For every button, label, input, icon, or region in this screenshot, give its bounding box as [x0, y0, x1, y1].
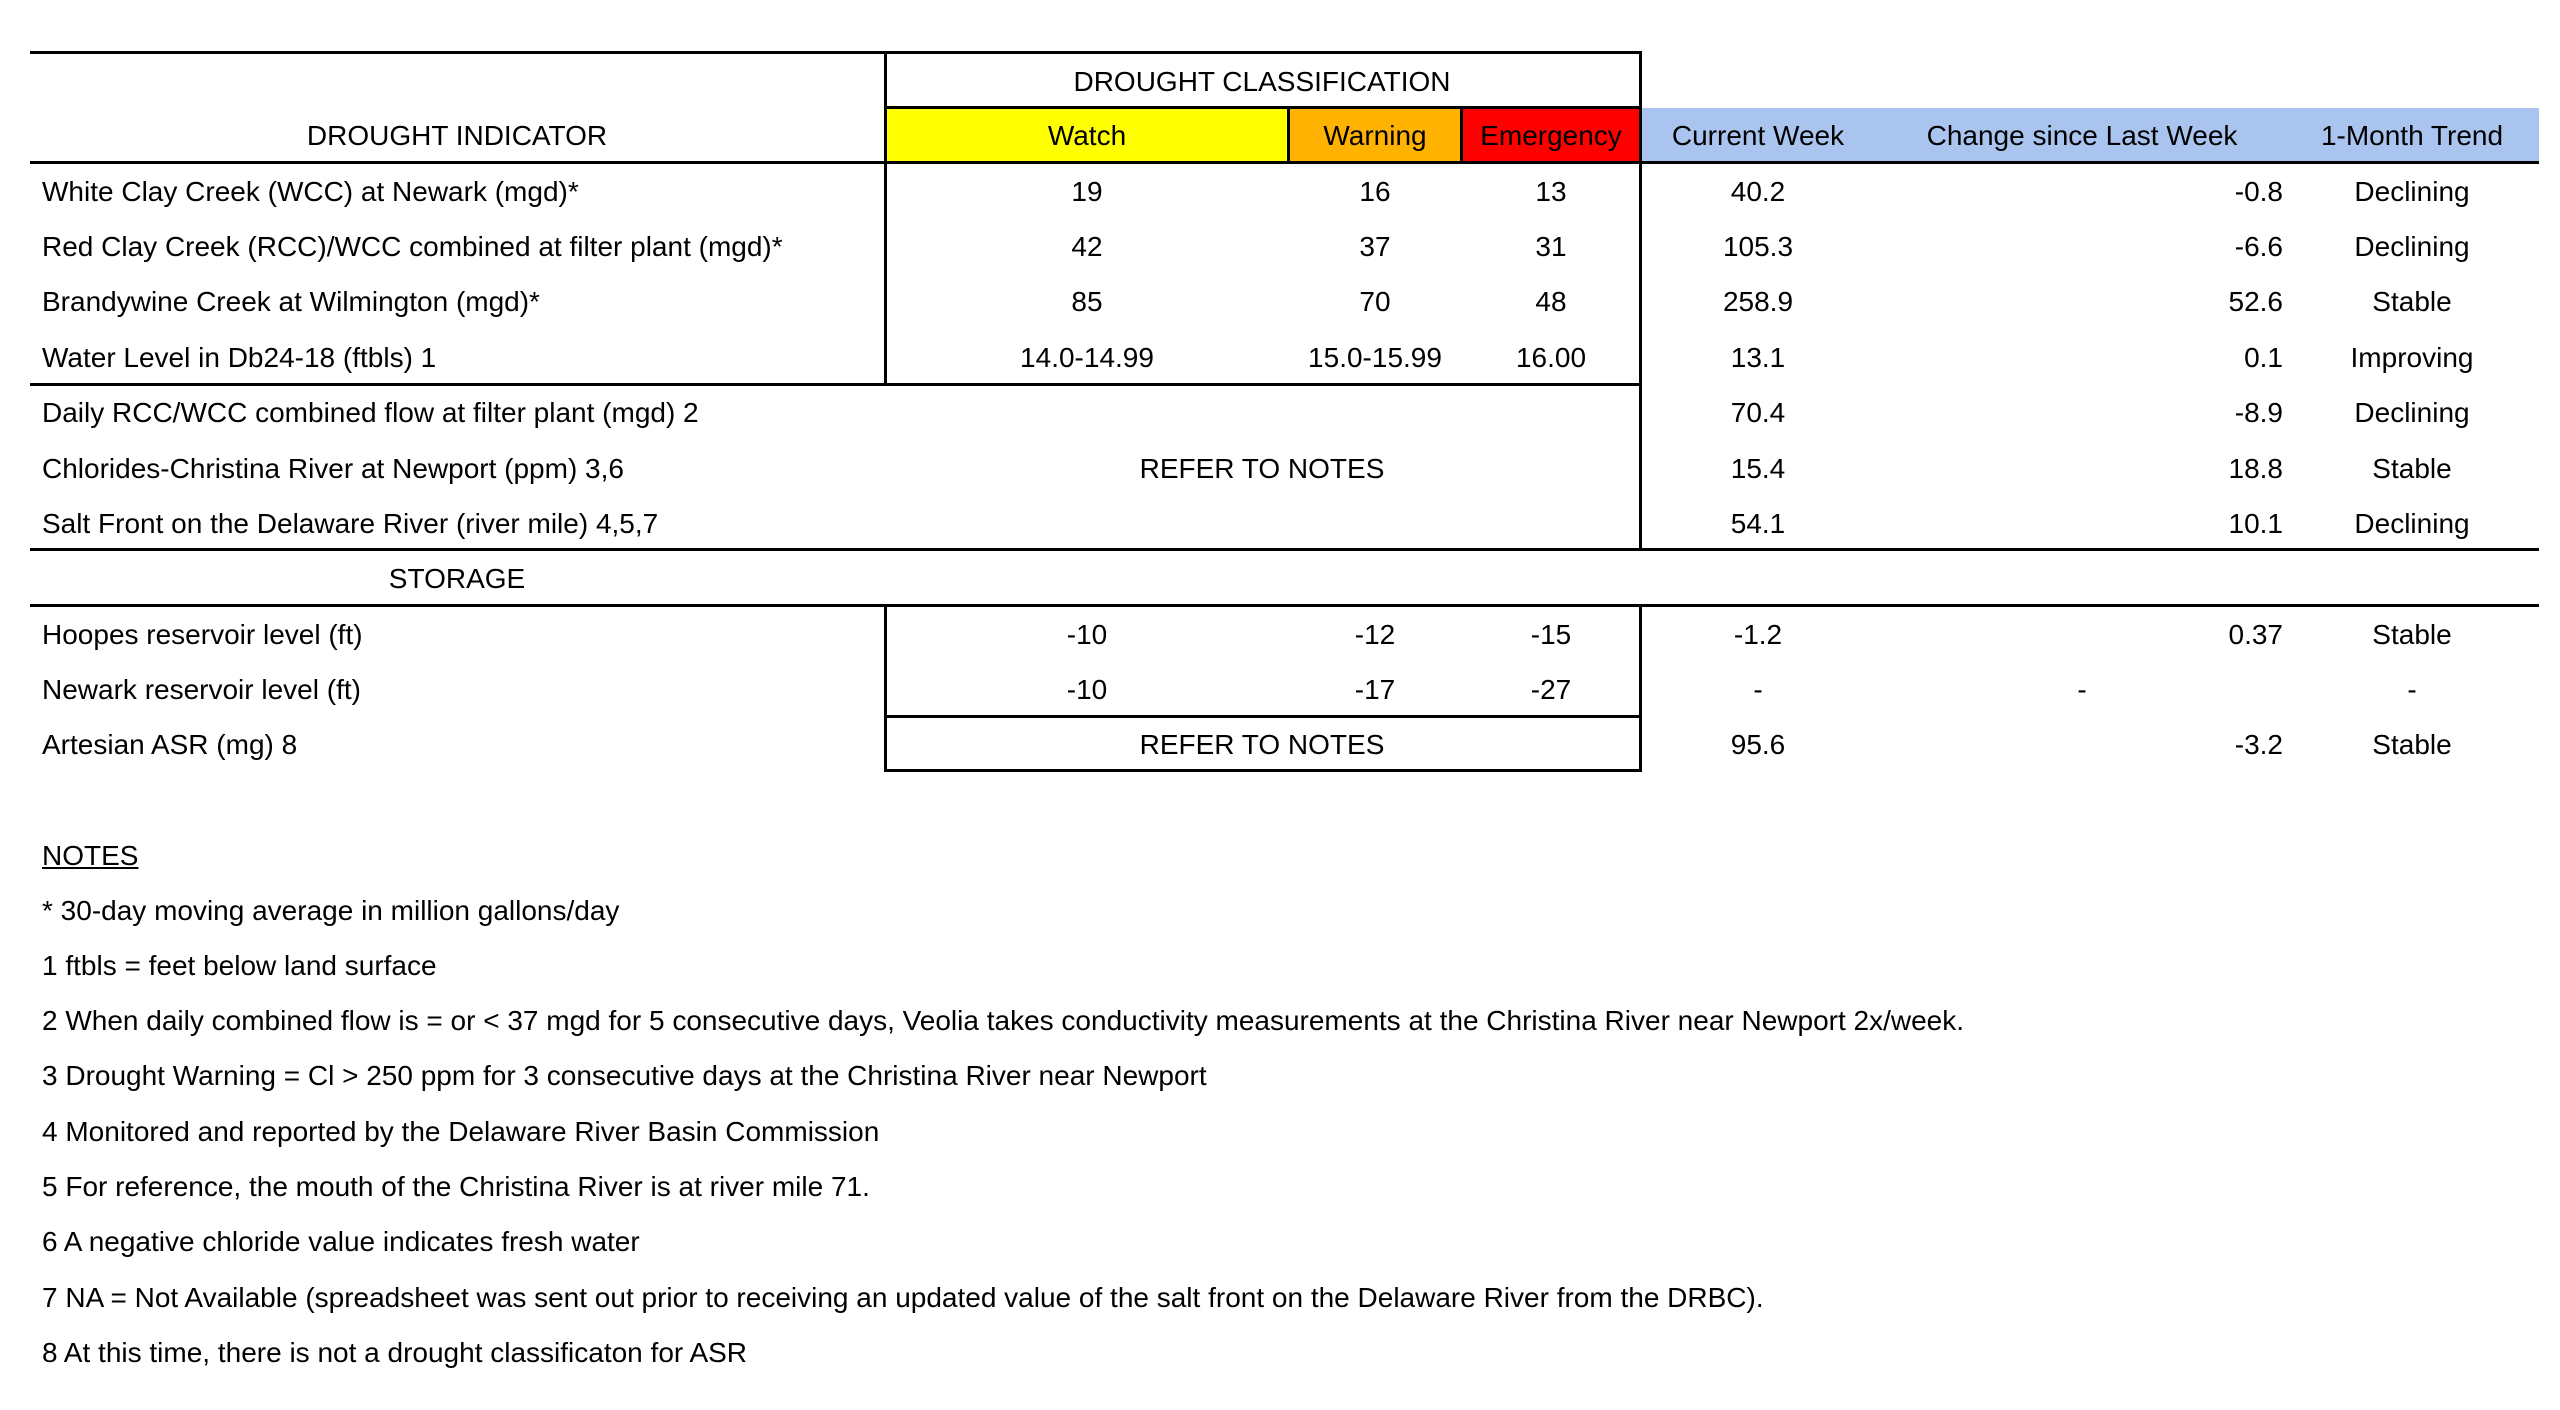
note-item: 8 At this time, there is not a drought classificaton for ASR: [42, 1337, 748, 1368]
drought-indicator-heading: DROUGHT INDICATOR: [306, 120, 608, 151]
classification-left-line: [884, 51, 887, 384]
watch-value: 14.0-14.99: [1020, 342, 1154, 373]
emergency-value: 31: [1535, 231, 1567, 262]
emergency-value: 48: [1535, 286, 1567, 317]
watch-value: -10: [1066, 619, 1108, 650]
change-value: -6.6: [2234, 231, 2283, 262]
change-value: -0.8: [2234, 176, 2283, 207]
storage-label: Newark reservoir level (ft): [42, 674, 361, 705]
note-item: 2 When daily combined flow is = or < 37 mgd for 5 consecutive days, Veolia takes conductivity measurements at the Christina River near Newport 2x/week.: [42, 1005, 1965, 1036]
trend-value: Stable: [2372, 619, 2452, 650]
current-value: -1.2: [1733, 619, 1783, 650]
trend-value: Improving: [2350, 342, 2474, 373]
change-value: 10.1: [2228, 508, 2283, 539]
trend-value: Stable: [2372, 729, 2452, 760]
trend-value: Declining: [2354, 397, 2470, 428]
watch-value: 19: [1071, 176, 1103, 207]
note-item: 7 NA = Not Available (spreadsheet was sent out prior to receiving an updated value of the salt front on the Delaware River from the DRBC).: [42, 1282, 1764, 1313]
watch-value: 85: [1071, 286, 1103, 317]
storage-left-line: [884, 604, 887, 772]
storage-label: Artesian ASR (mg) 8: [42, 729, 298, 760]
warning-value: 15.0-15.99: [1308, 342, 1442, 373]
trend-value: Declining: [2354, 231, 2470, 262]
storage-right-line: [1639, 604, 1642, 772]
notes-title: NOTES: [42, 840, 139, 871]
current-value: -: [1753, 674, 1763, 705]
emergency-value: 13: [1535, 176, 1567, 207]
classification-underline: [885, 106, 1641, 109]
emergency-value: -15: [1530, 619, 1572, 650]
warning-value: 37: [1359, 231, 1391, 262]
note-item: 5 For reference, the mouth of the Christina River is at river mile 71.: [42, 1171, 870, 1202]
watch-value: -10: [1066, 674, 1108, 705]
numeric-block-line: [30, 383, 1641, 386]
change-value: 0.1: [2244, 342, 2283, 373]
indicator-label: Salt Front on the Delaware River (river mile) 4,5,7: [42, 508, 659, 539]
current-value: 15.4: [1730, 453, 1786, 484]
indicator-label: Water Level in Db24-18 (ftbls) 1: [42, 342, 437, 373]
warning-emergency-divider: [1460, 107, 1463, 163]
current-value: 54.1: [1730, 508, 1786, 539]
warning-heading: Warning: [1323, 120, 1427, 151]
trend-heading: 1-Month Trend: [2320, 120, 2504, 151]
warning-value: 70: [1359, 286, 1391, 317]
change-heading: Change since Last Week: [1926, 120, 2238, 151]
current-value: 258.9: [1722, 286, 1794, 317]
note-item: * 30-day moving average in million gallons/day: [42, 895, 620, 926]
current-value: 13.1: [1730, 342, 1786, 373]
warning-value: -17: [1354, 674, 1396, 705]
change-value: -: [2077, 674, 2087, 705]
change-value: -3.2: [2234, 729, 2283, 760]
asr-bottom-line: [885, 769, 1641, 772]
current-value: 40.2: [1730, 176, 1786, 207]
refer-to-notes-label: REFER TO NOTES: [1139, 729, 1385, 760]
note-item: 6 A negative chloride value indicates fresh water: [42, 1226, 640, 1257]
trend-value: Stable: [2372, 286, 2452, 317]
change-value: 0.37: [2228, 619, 2283, 650]
change-value: 52.6: [2228, 286, 2283, 317]
emergency-value: -27: [1530, 674, 1572, 705]
indicator-label: Daily RCC/WCC combined flow at filter plant (mgd) 2: [42, 397, 699, 428]
trend-value: Declining: [2354, 508, 2470, 539]
watch-heading: Watch: [1047, 120, 1127, 151]
note-item: 4 Monitored and reported by the Delaware River Basin Commission: [42, 1116, 880, 1147]
warning-value: 16: [1359, 176, 1391, 207]
current-week-heading: Current Week: [1671, 120, 1845, 151]
note-item: 1 ftbls = feet below land surface: [42, 950, 437, 981]
indicator-label: Brandywine Creek at Wilmington (mgd)*: [42, 286, 540, 317]
classification-right-line: [1639, 51, 1642, 550]
refer-to-notes-label: REFER TO NOTES: [1139, 453, 1385, 484]
watch-value: 42: [1071, 231, 1103, 262]
trend-value: Declining: [2354, 176, 2470, 207]
emergency-value: 16.00: [1515, 342, 1587, 373]
storage-top-line: [30, 548, 2539, 551]
indicator-label: Red Clay Creek (RCC)/WCC combined at filter plant (mgd)*: [42, 231, 783, 262]
current-value: 70.4: [1730, 397, 1786, 428]
header-bottom-line: [30, 161, 2539, 164]
current-value: 105.3: [1722, 231, 1794, 262]
storage-heading: STORAGE: [388, 563, 526, 594]
change-value: -8.9: [2234, 397, 2283, 428]
change-value: 18.8: [2228, 453, 2283, 484]
indicator-label: Chlorides-Christina River at Newport (ppm) 3,6: [42, 453, 624, 484]
note-item: 3 Drought Warning = Cl > 250 ppm for 3 consecutive days at the Christina River near Newport: [42, 1060, 1207, 1091]
trend-value: Stable: [2372, 453, 2452, 484]
warning-value: -12: [1354, 619, 1396, 650]
emergency-heading: Emergency: [1480, 120, 1622, 151]
asr-top-line: [885, 715, 1641, 718]
top-line: [30, 51, 1641, 54]
indicator-label: White Clay Creek (WCC) at Newark (mgd)*: [42, 176, 579, 207]
watch-warning-divider: [1287, 107, 1290, 163]
drought-classification-heading: DROUGHT CLASSIFICATION: [1073, 66, 1451, 97]
current-value: 95.6: [1730, 729, 1786, 760]
storage-bottom-line: [30, 604, 2539, 607]
storage-label: Hoopes reservoir level (ft): [42, 619, 363, 650]
trend-value: -: [2407, 674, 2417, 705]
